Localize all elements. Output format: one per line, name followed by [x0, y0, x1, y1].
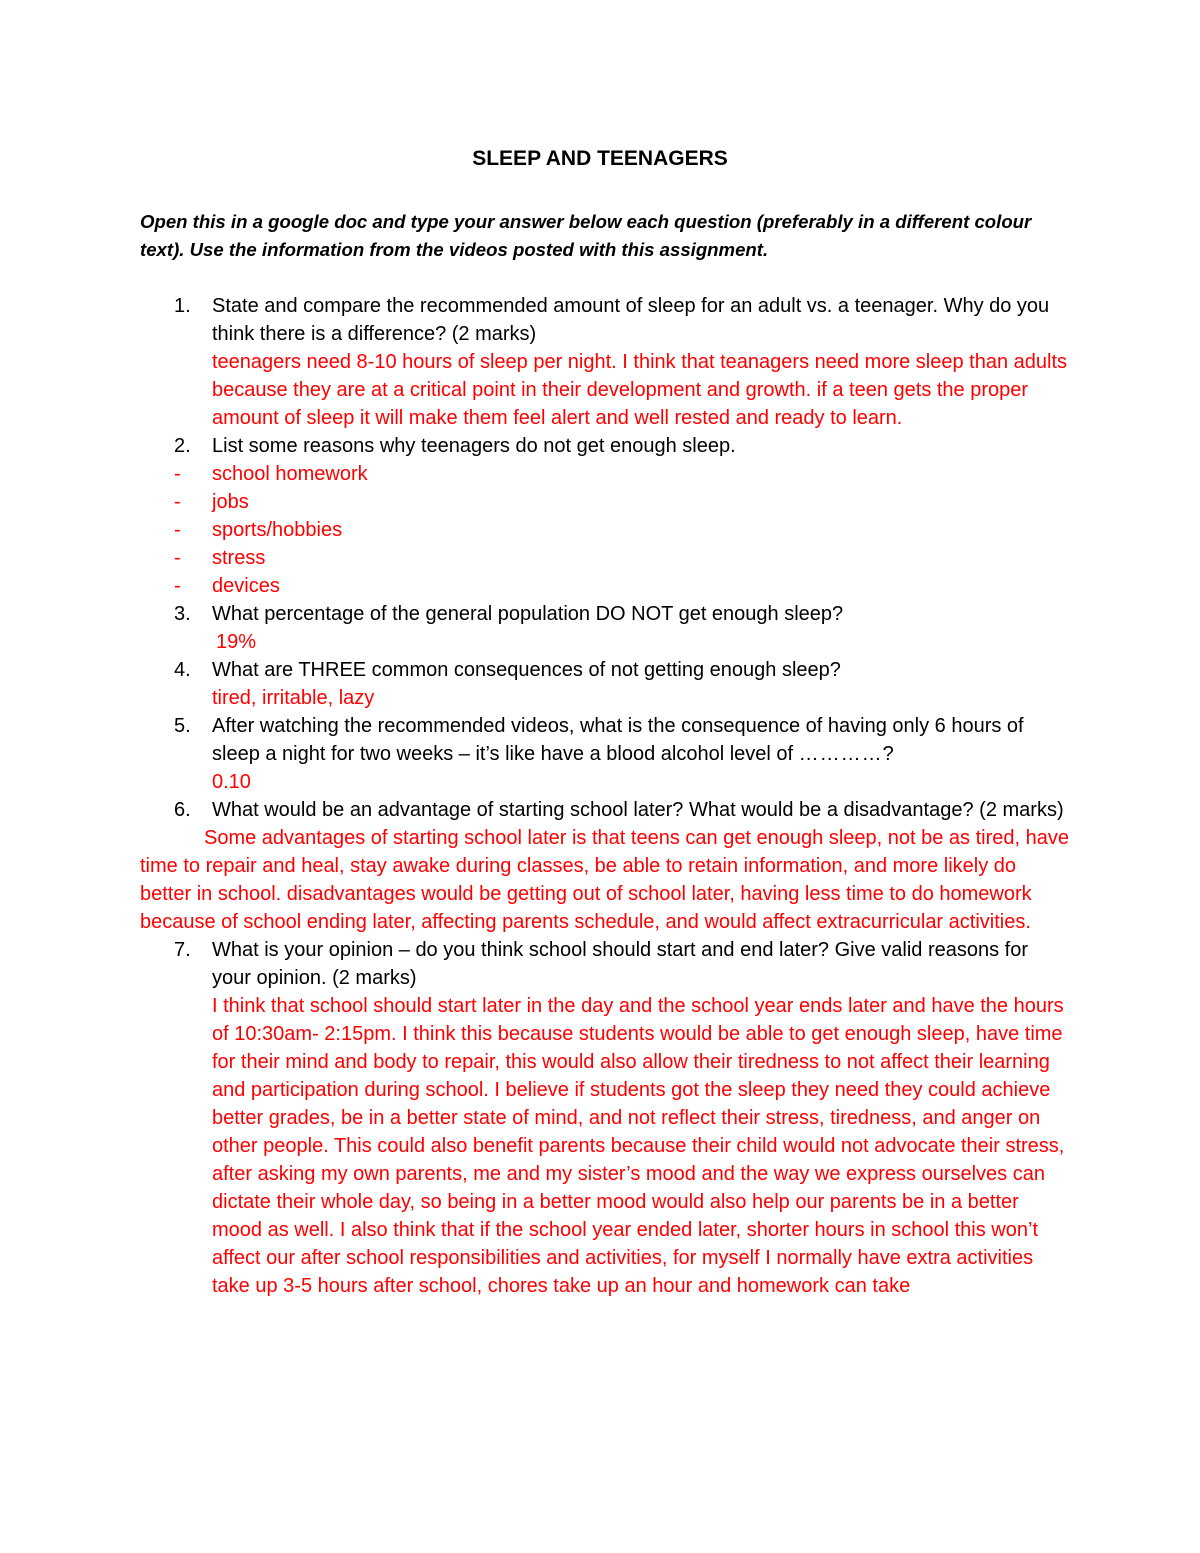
dash-marker: -: [174, 575, 181, 597]
question-1: [140, 292, 1070, 348]
question-number: 2.: [174, 435, 191, 457]
bullet-text: devices: [212, 575, 280, 597]
question-text: List some reasons why teenagers do not get enough sleep.: [212, 435, 736, 457]
question-text: What percentage of the general population DO NOT get enough sleep?: [212, 603, 844, 625]
question-number: 4.: [174, 659, 191, 681]
instructions-text: Open this in a google doc and type your answer below each question (preferably in a different colour text). Use the information from the videos posted with this assignment.: [140, 211, 1032, 260]
document-title: SLEEP AND TEENAGERS: [472, 147, 728, 170]
answer-bullet[interactable]: [140, 572, 1070, 600]
blank-dots: …………?: [798, 743, 895, 765]
question-number: 5.: [174, 715, 191, 737]
dash-marker: -: [174, 491, 181, 513]
question-text: What is your opinion – do you think school should start and end later? Give valid reasons for your opinion. (2 marks): [212, 939, 1029, 989]
question-number: 3.: [174, 603, 191, 625]
question-number: 7.: [174, 939, 191, 961]
question-4: [140, 656, 1070, 684]
bullet-text: jobs: [212, 491, 249, 513]
dash-marker: -: [174, 519, 181, 541]
answer-bullet[interactable]: [140, 544, 1070, 572]
bullet-text: school homework: [212, 463, 368, 485]
bullet-text: sports/hobbies: [212, 519, 343, 541]
answer-bullet[interactable]: [140, 516, 1070, 544]
answer-7[interactable]: I think that school should start later in the day and the school year ends later and have the hours of 10:30am- 2:15pm. I think this because students would be able to get enough sleep, have time for their mind and body to repair, this would also allow their tiredness to not affect their learning and participation during school. I believe if students got the sleep they need they could achieve better grades, be in a better state of mind, and not reflect their stress, tiredness, and anger on other people. This could also benefit parents because their child would not advocate their stress, after asking my own parents, me and my sister’s mood and the way we express ourselves can dictate their whole day, so being in a better mood would also help our parents be in a better mood as well. I also think that if the school year ended later, shorter hours in school this won’t affect our after school responsibilities and activities, for myself I normally have extra activities take up 3-5 hours after school, chores take up an hour and homework can take: [212, 995, 1065, 1297]
question-7: [140, 936, 1070, 992]
answer-bullet[interactable]: [140, 488, 1070, 516]
answer-3[interactable]: 19%: [216, 631, 257, 653]
question-list: [140, 292, 1070, 1300]
question-text: What would be an advantage of starting school later? What would be a disadvantage? (2 marks): [212, 799, 1064, 821]
answer-6[interactable]: Some advantages of starting school later is that teens can get enough sleep, not be as tired, have time to repair and heal, stay awake during classes, be able to retain information, and more likely do better in school. disadvantages would be getting out of school later, having less time to do homework because of school ending later, affecting parents schedule, and would affect extracurricular activities.: [140, 827, 1069, 933]
bullet-text: stress: [212, 547, 266, 569]
question-3: [140, 600, 1070, 628]
question-text: State and compare the recommended amount of sleep for an adult vs. a teenager. Why do you think there is a difference? (2 marks): [212, 295, 1050, 345]
question-6: [140, 796, 1070, 824]
dash-marker: -: [174, 463, 181, 485]
answer-4[interactable]: tired, irritable, lazy: [212, 687, 375, 709]
question-text: What are THREE common consequences of not getting enough sleep?: [212, 659, 841, 681]
answer-5[interactable]: 0.10: [212, 771, 251, 793]
dash-marker: -: [174, 547, 181, 569]
question-number: 1.: [174, 295, 191, 317]
answer-bullet[interactable]: [140, 460, 1070, 488]
answer-1[interactable]: teenagers need 8-10 hours of sleep per night. I think that teanagers need more sleep than adults because they are at a critical point in their development and growth. if a teen gets the proper amount of sleep it will make them feel alert and well rested and ready to learn.: [212, 351, 1068, 429]
question-number: 6.: [174, 799, 191, 821]
question-text: After watching the recommended videos, what is the consequence of having only 6 hours of sleep a night for two weeks – it’s like have a blood alcohol level of: [212, 715, 1024, 765]
question-5: [140, 712, 1070, 768]
question-2: [140, 432, 1070, 460]
